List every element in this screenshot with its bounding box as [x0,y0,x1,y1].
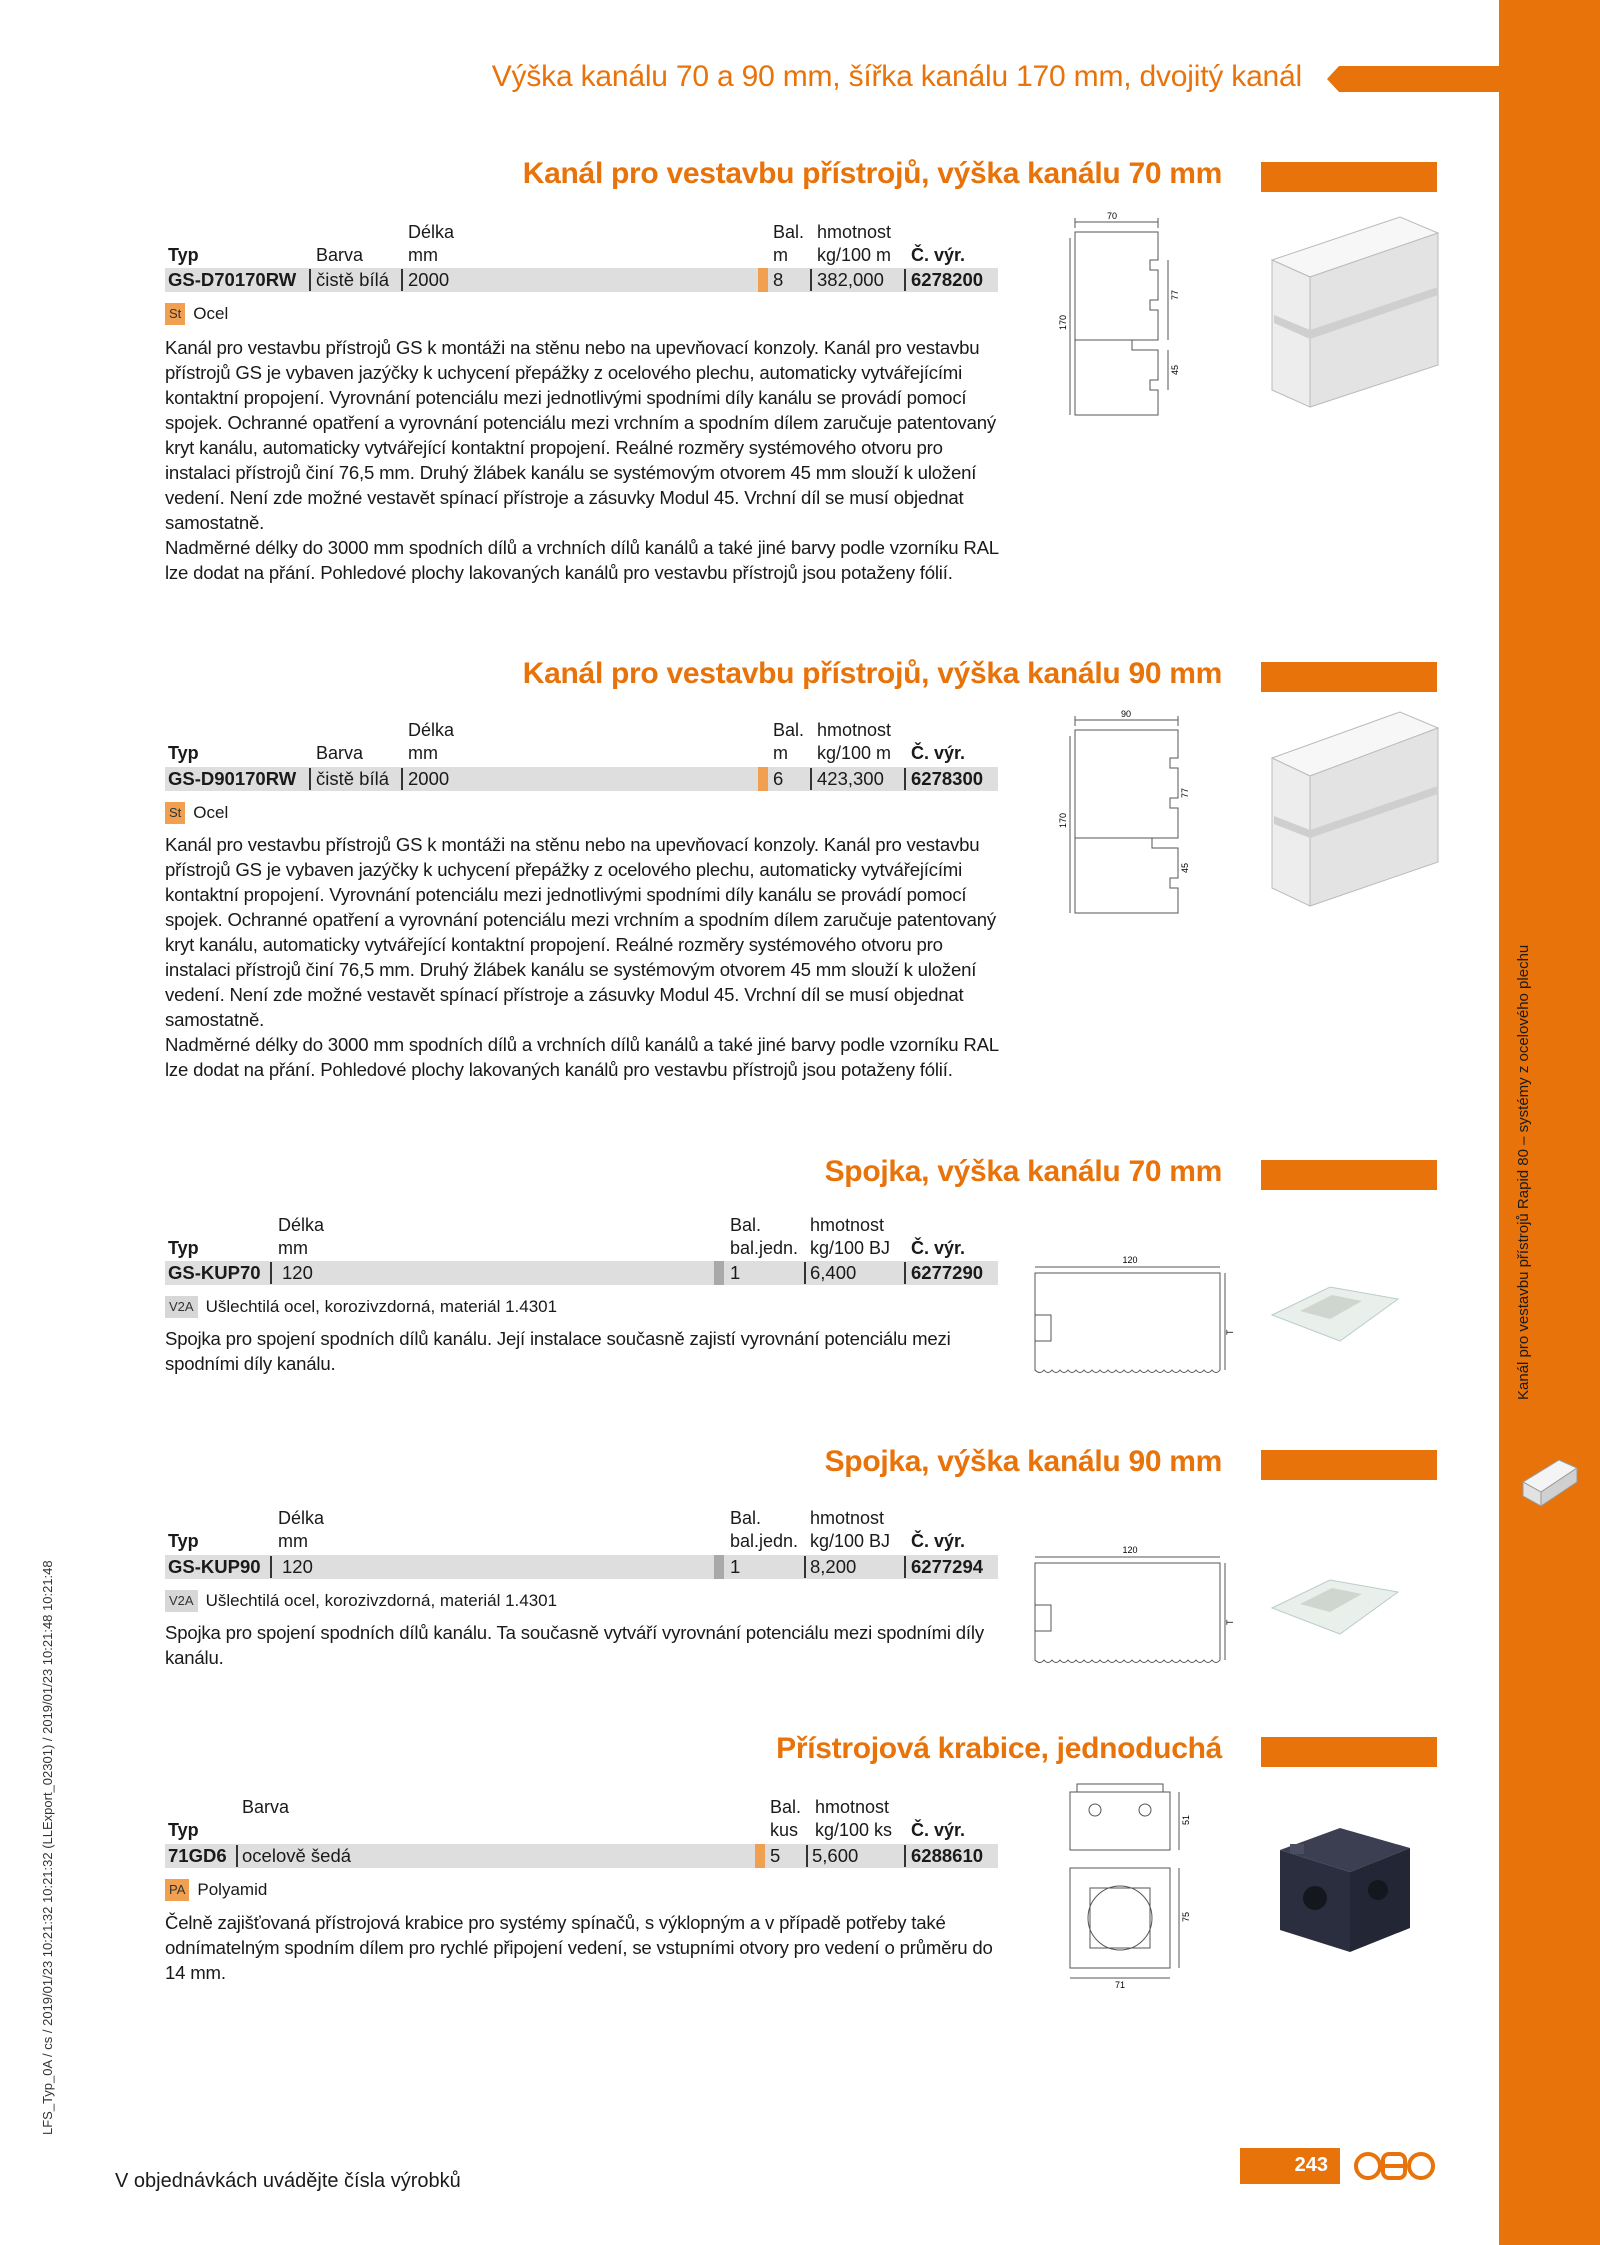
cell-article: 6277294 [911,1556,984,1577]
pack-color-strip [758,268,768,292]
col-header-weight: hmotnost [817,222,892,242]
dim-lower: 45 [1180,862,1190,873]
cell-separator [904,1262,906,1284]
description [165,335,1000,585]
description [165,832,1000,1082]
section-bar [1261,662,1437,692]
col-header-color: Barva [242,1797,290,1817]
cell-separator [309,269,311,291]
cell-weight: 5,600 [812,1845,859,1866]
material-line [165,1590,557,1612]
cell-separator [904,1845,906,1867]
device-box-drawing [1065,1780,1195,1990]
section-title: Kanál pro vestavbu přístrojů, výška kanálu 70 mm [522,157,1222,190]
dim-height: 170 [1058,314,1068,330]
col-header-type: Typ [168,245,199,265]
pack-color-strip [758,767,768,791]
col-header-weight-unit: kg/100 m [817,743,892,763]
cell-pack: 1 [730,1262,741,1283]
material-name: Ocel [193,803,229,822]
section-bar [1261,1160,1437,1190]
cell-separator [810,768,812,790]
channel-70-drawing [1060,210,1180,425]
description-paragraph: Nadměrné délky do 3000 mm spodních dílů a vrchních dílů kanálů a také jiné barvy podle vzorníku RAL lze dodat na přání. Pohledové plochy lakovaných kanálů pro vestavbu přístrojů jsou potaženy fólií. [165,537,999,583]
col-header-length: Délka [408,720,455,740]
coupler-90-photo [1270,1578,1400,1638]
col-header-color: Barva [316,743,364,763]
cell-separator [309,768,311,790]
cell-color: čistě bílá [316,269,390,290]
cell-article: 6278200 [911,269,984,290]
cell-type: GS-D90170RW [168,768,297,789]
dim-lower: 45 [1170,364,1180,375]
cell-color: čistě bílá [316,768,390,789]
col-header-article: Č. výr. [911,1531,966,1551]
section-title: Spojka, výška kanálu 90 mm [824,1445,1222,1478]
header-arrow [1327,66,1339,92]
cell-type: GS-D70170RW [168,269,297,290]
material-line [165,1879,267,1901]
description-paragraph: Kanál pro vestavbu přístrojů GS k montáži na stěnu nebo na upevňovací konzoly. Kanál pro vestavbu přístrojů GS je vybaven jazýčky k uchycení přepážky z ocelového plechu, automaticky vytvářejícími kontaktní propojení. Vyrovnání potenciálu mezi jednotlivými spodními díly kanálu se provádí pomocí spojek. Ochranné opatření a vyrovnání potenciálu mezi vrchním a spodním dílem zaručuje patentovaný kryt kanálu, automaticky vytvářející kontaktní propojení. Reálné rozměry systémového otvoru pro instalaci přístrojů činí 76,5 mm. Druhý žlábek kanálu se systémovým otvorem 45 mm slouží k uložení vedení. Není zde možné vestavět spínací přístroje a zásuvky Modul 45. Vrchní díl se musí objednat samostatně. [165,337,997,533]
dim-width: 120 [1122,1255,1138,1265]
cell-separator [804,1262,806,1284]
dim-upper: 77 [1170,289,1180,300]
description [165,1910,995,1985]
cell-separator [904,768,906,790]
col-header-pack: Bal. [770,1797,802,1817]
channel-90-drawing [1060,708,1190,923]
dim-height: 170 [1058,812,1068,828]
pack-color-strip [714,1555,724,1579]
material-line [165,802,228,824]
dim-thickness: T [1225,1619,1235,1625]
description [165,1326,1005,1376]
col-header-length: Délka [408,222,455,242]
col-header-weight: hmotnost [810,1215,885,1235]
material-code-badge: V2A [165,1296,198,1318]
section-title: Spojka, výška kanálu 70 mm [824,1155,1222,1188]
col-header-type: Typ [168,1238,199,1258]
dim-width: 90 [1120,709,1132,719]
cell-pack: 5 [770,1845,781,1866]
col-header-type: Typ [168,1531,199,1551]
cell-length: 2000 [408,269,450,290]
channel-thumbnail-icon [1519,1452,1581,1510]
cell-article: 6277290 [911,1262,984,1283]
col-header-pack-unit: m [773,743,788,763]
description-paragraph: Nadměrné délky do 3000 mm spodních dílů a vrchních dílů kanálů a také jiné barvy podle vzorníku RAL lze dodat na přání. Pohledové plochy lakovaných kanálů pro vestavbu přístrojů jsou potaženy fólií. [165,1034,999,1080]
material-name: Ušlechtilá ocel, korozivzdorná, materiál 1.4301 [205,1297,558,1316]
section-title: Kanál pro vestavbu přístrojů, výška kanálu 90 mm [522,657,1222,690]
col-header-length-unit: mm [278,1531,308,1551]
col-header-pack: Bal. [730,1215,762,1235]
dim-width: 120 [1122,1545,1138,1555]
cell-pack: 1 [730,1556,741,1577]
section-bar [1261,1450,1437,1480]
section-bar [1261,1737,1437,1767]
dim-depth: 51 [1181,1814,1191,1825]
cell-weight: 423,300 [817,768,884,789]
col-header-length-unit: mm [408,743,438,763]
section-title: Přístrojová krabice, jednoduchá [776,1732,1222,1765]
col-header-weight-unit: kg/100 BJ [810,1531,891,1551]
cell-color: ocelově šedá [242,1845,352,1866]
coupler-70-photo [1270,1285,1400,1345]
cell-type: GS-KUP90 [168,1556,261,1577]
col-header-weight-unit: kg/100 BJ [810,1238,891,1258]
dim-thickness: T [1225,1329,1235,1335]
side-category-label: Kanál pro vestavbu přístrojů Rapid 80 – systémy z ocelového plechu [1515,944,1532,1400]
col-header-length-unit: mm [278,1238,308,1258]
cell-separator [810,269,812,291]
page-number: 243 [1294,2154,1328,2176]
cell-separator [236,1845,238,1867]
col-header-weight: hmotnost [817,720,892,740]
col-header-article: Č. výr. [911,1820,966,1840]
section-bar [1261,162,1437,192]
material-line [165,1296,557,1318]
col-header-pack: Bal. [773,222,805,242]
channel-70-photo [1270,215,1440,410]
col-header-type: Typ [168,1820,199,1840]
cell-separator [806,1845,808,1867]
col-header-pack-unit: bal.jedn. [730,1531,799,1551]
material-code-badge: V2A [165,1590,198,1612]
description-paragraph: Spojka pro spojení spodních dílů kanálu. Ta současně vytváří vyrovnání potenciálu mezi spodními díly kanálu. [165,1622,984,1668]
col-header-pack-unit: bal.jedn. [730,1238,799,1258]
cell-weight: 8,200 [810,1556,857,1577]
cell-type: 71GD6 [168,1845,227,1866]
cell-separator [904,1556,906,1578]
coupler-70-drawing [1030,1245,1235,1380]
material-code-badge: St [165,802,185,824]
obo-logo [1355,2150,1435,2182]
cell-pack: 8 [773,269,784,290]
col-header-weight: hmotnost [815,1797,890,1817]
col-header-article: Č. výr. [911,743,966,763]
cell-article: 6288610 [911,1845,984,1866]
description-paragraph: Spojka pro spojení spodních dílů kanálu. Její instalace současně zajistí vyrovnání potenciálu mezi spodními díly kanálu. [165,1328,951,1374]
cell-separator [401,768,403,790]
cell-length: 2000 [408,768,450,789]
device-box-photo [1270,1820,1420,1960]
dim-width: 71 [1114,1980,1126,1990]
page-number-tab [1240,2148,1340,2184]
description-paragraph: Kanál pro vestavbu přístrojů GS k montáži na stěnu nebo na upevňovací konzoly. Kanál pro vestavbu přístrojů GS je vybaven jazýčky k uchycení přepážky z ocelového plechu, automaticky vytvářejícími kontaktní propojení. Vyrovnání potenciálu mezi jednotlivými spodními díly kanálu se provádí pomocí spojek. Ochranné opatření a vyrovnání potenciálu mezi vrchním a spodním dílem zaručuje patentovaný kryt kanálu, automaticky vytvářející kontaktní propojení. Reálné rozměry systémového otvoru pro instalaci přístrojů činí 76,5 mm. Druhý žlábek kanálu se systémovým otvorem 45 mm slouží k uložení vedení. Není zde možné vestavět spínací přístroje a zásuvky Modul 45. Vrchní díl se musí objednat samostatně. [165,834,997,1030]
col-header-pack: Bal. [773,720,805,740]
pack-color-strip [755,1844,765,1868]
material-name: Ušlechtilá ocel, korozivzdorná, materiál 1.4301 [205,1591,558,1610]
cell-length: 120 [282,1262,313,1283]
cell-separator [401,269,403,291]
col-header-length-unit: mm [408,245,438,265]
col-header-pack: Bal. [730,1508,762,1528]
pack-color-strip [714,1261,724,1285]
col-header-pack-unit: kus [770,1820,799,1840]
description [165,1620,1005,1670]
cell-separator [270,1556,272,1578]
footer-note: V objednávkách uvádějte čísla výrobků [115,2170,461,2192]
col-header-length: Délka [278,1215,325,1235]
channel-90-photo [1270,710,1440,910]
col-header-weight-unit: kg/100 m [817,245,892,265]
dim-upper: 77 [1180,787,1190,798]
cell-type: GS-KUP70 [168,1262,261,1283]
col-header-weight-unit: kg/100 ks [815,1820,893,1840]
cell-separator [904,269,906,291]
dim-height: 75 [1181,1911,1191,1922]
material-code-badge: PA [165,1879,189,1901]
cell-pack: 6 [773,768,784,789]
material-name: Polyamid [197,1880,268,1899]
material-line [165,303,228,325]
dim-width: 70 [1106,211,1118,221]
cell-length: 120 [282,1556,313,1577]
col-header-article: Č. výr. [911,1238,966,1258]
col-header-length: Délka [278,1508,325,1528]
header-bar [1339,66,1499,92]
col-header-color: Barva [316,245,364,265]
cell-weight: 382,000 [817,269,884,290]
cell-separator [804,1556,806,1578]
description-paragraph: Čelně zajišťovaná přístrojová krabice pro systémy spínačů, s výklopným a v případě potřeby také odnímatelným spodním dílem pro rychlé připojení vedení, se vstupními otvory pro vedení o průměru do 14 mm. [165,1912,993,1983]
material-name: Ocel [193,304,229,323]
col-header-article: Č. výr. [911,245,966,265]
page-header: Výška kanálu 70 a 90 mm, šířka kanálu 170 mm, dvojitý kanál [491,60,1302,93]
cell-article: 6278300 [911,768,984,789]
print-metadata: LFS_Typ_0A / cs / 2019/01/23 10:21:32 10:21:32 (LLExport_02301) / 2019/01/23 10:21:48 10:21:48 [40,1560,55,2135]
col-header-type: Typ [168,743,199,763]
col-header-weight: hmotnost [810,1508,885,1528]
coupler-90-drawing [1030,1535,1235,1670]
col-header-pack-unit: m [773,245,788,265]
material-code-badge: St [165,303,185,325]
cell-separator [270,1262,272,1284]
cell-weight: 6,400 [810,1262,857,1283]
